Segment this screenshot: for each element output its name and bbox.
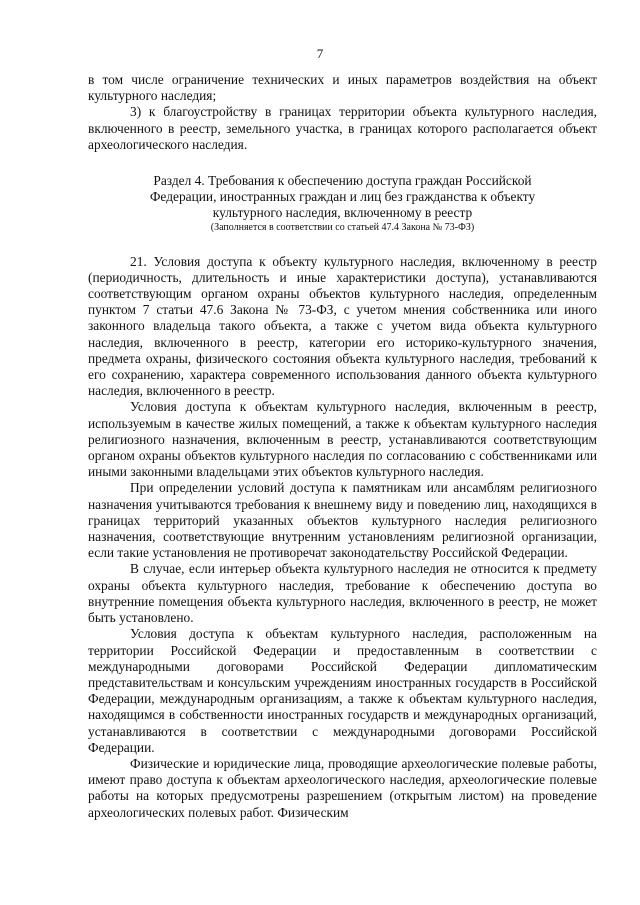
page-number: 7	[316, 46, 324, 61]
document-body	[88, 72, 597, 821]
paragraph-continuation: в том числе ограничение технических и иных параметров воздействия на объект культурного наследия;	[88, 72, 597, 104]
paragraph-21: 21. Условия доступа к объекту культурного наследия, включенному в реестр (периодичность, длительность и иные характеристики доступа), устанавливаются соответствующим органом охраны объектов культурного наследия, определенным пунктом 7 статьи 47.6 Закона № 73-ФЗ, с учетом мнения собственника или иного законного владельца такого объекта, а также с учетом вида объекта культурного наследия, включенного в реестр, категории его историко-культурного значения, предмета охраны, физического состояния объекта культурного наследия, требований к его сохранению, характера современного использования данного объекта культурного наследия, включенного в реестр.	[88, 253, 597, 399]
section-note: (Заполняется в соответствии со статьей 47.4 Закона № 73-ФЗ)	[210, 221, 475, 233]
paragraph: Физические и юридические лица, проводящие археологические полевые работы, имеют право доступа к объектам археологического наследия, археологические полевые работы на которых предусмотрены разрешением (открытым листом) на проведение археологических полевых работ. Физическим	[88, 755, 597, 820]
list-item-3: 3) к благоустройству в границах территории объекта культурного наследия, включенного в реестр, земельного участка, в границах которого располагается объект археологического наследия.	[88, 104, 597, 152]
paragraph: Условия доступа к объектам культурного наследия, расположенным на территории Российской Федерации и предоставленным в соответствии с международными договорами Российской Федерации дипломатическим представительствам и консульским учреждениям иностранных государств в Российской Федерации, международным организациям, а также к объектам культурного наследия, находящимся в собственности иностранных государств и международных организаций, устанавливаются в соответствии с международными договорами Российской Федерации.	[88, 626, 597, 755]
section-heading: Раздел 4. Требования к обеспечению доступа граждан Российской Федерации, иностранных граждан и лиц без гражданства к объекту культурного наследия, включенному в реестр	[149, 173, 536, 221]
paragraph: В случае, если интерьер объекта культурного наследия не относится к предмету охраны объекта культурного наследия, требование к обеспечению доступа во внутренние помещения объекта культурного наследия, включенного в реестр, не может быть установлено.	[88, 561, 597, 626]
paragraph: При определении условий доступа к памятникам или ансамблям религиозного назначения учитываются требования к внешнему виду и поведению лиц, находящихся в границах территорий указанных объектов культурного наследия религиозного назначения, соответствующие внутренним установлениям религиозной организации, если такие установления не противоречат законодательству Российской Федерации.	[88, 480, 597, 561]
paragraph: Условия доступа к объектам культурного наследия, включенным в реестр, используемым в качестве жилых помещений, а также к объектам культурного наследия религиозного назначения, включенным в реестр, устанавливаются соответствующим органом охраны объектов культурного наследия по согласованию с собственниками или иными законными владельцами этих объектов культурного наследия.	[88, 399, 597, 480]
